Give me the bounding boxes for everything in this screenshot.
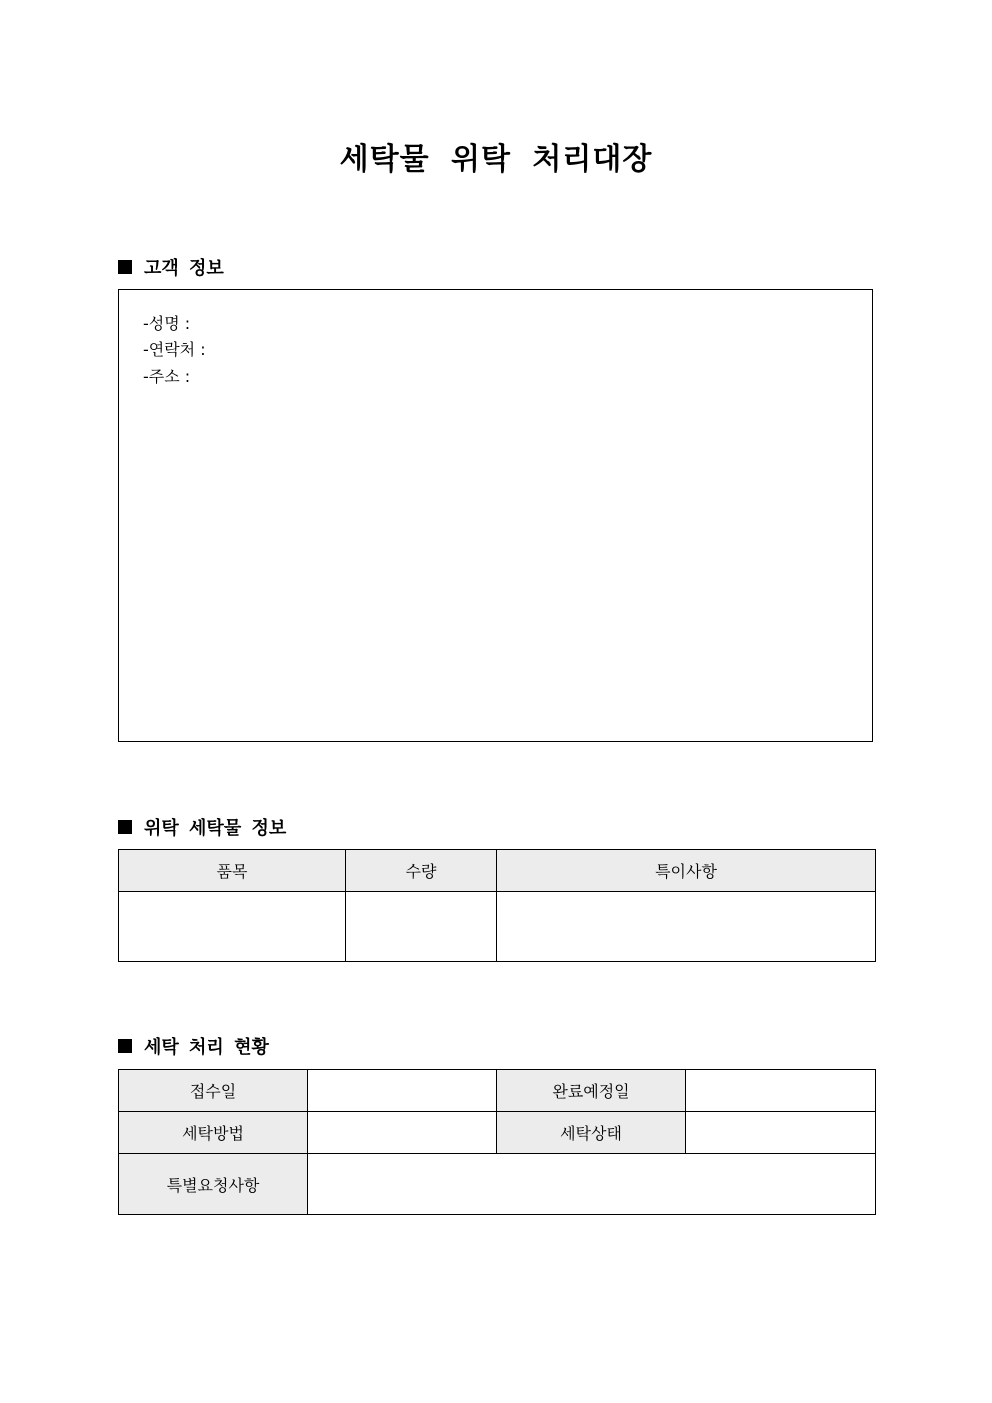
wash-status-cell[interactable] <box>686 1112 876 1154</box>
name-field-label: -성명 : <box>143 314 191 333</box>
square-bullet-icon <box>118 820 132 834</box>
received-date-cell[interactable] <box>308 1070 497 1112</box>
received-date-label: 접수일 <box>119 1070 308 1112</box>
special-request-cell[interactable] <box>308 1154 876 1215</box>
section-heading-processing-label: 세탁 처리 현황 <box>144 1037 269 1058</box>
column-header-quantity: 수량 <box>346 850 497 892</box>
processing-table <box>118 1069 876 1215</box>
address-field-label: -주소 : <box>143 367 191 386</box>
items-table <box>118 849 876 962</box>
wash-method-cell[interactable] <box>308 1112 497 1154</box>
due-date-cell[interactable] <box>686 1070 876 1112</box>
wash-method-label: 세탁방법 <box>119 1112 308 1154</box>
section-heading-processing <box>118 1033 269 1059</box>
section-heading-customer <box>118 254 224 280</box>
wash-status-label: 세탁상태 <box>497 1112 686 1154</box>
contact-field-label: -연락처 : <box>143 340 206 359</box>
square-bullet-icon <box>118 1039 132 1053</box>
special-request-label: 특별요청사항 <box>119 1154 308 1215</box>
item-cell[interactable] <box>119 892 346 962</box>
column-header-notes: 특이사항 <box>497 850 876 892</box>
quantity-cell[interactable] <box>346 892 497 962</box>
section-heading-customer-label: 고객 정보 <box>144 258 224 279</box>
due-date-label: 완료예정일 <box>497 1070 686 1112</box>
column-header-item: 품목 <box>119 850 346 892</box>
section-heading-items-label: 위탁 세탁물 정보 <box>144 818 287 839</box>
section-heading-items <box>118 814 286 840</box>
page-title: 세탁물 위탁 처리대장 <box>339 142 653 177</box>
customer-info-box <box>118 289 873 742</box>
square-bullet-icon <box>118 260 132 274</box>
notes-cell[interactable] <box>497 892 876 962</box>
